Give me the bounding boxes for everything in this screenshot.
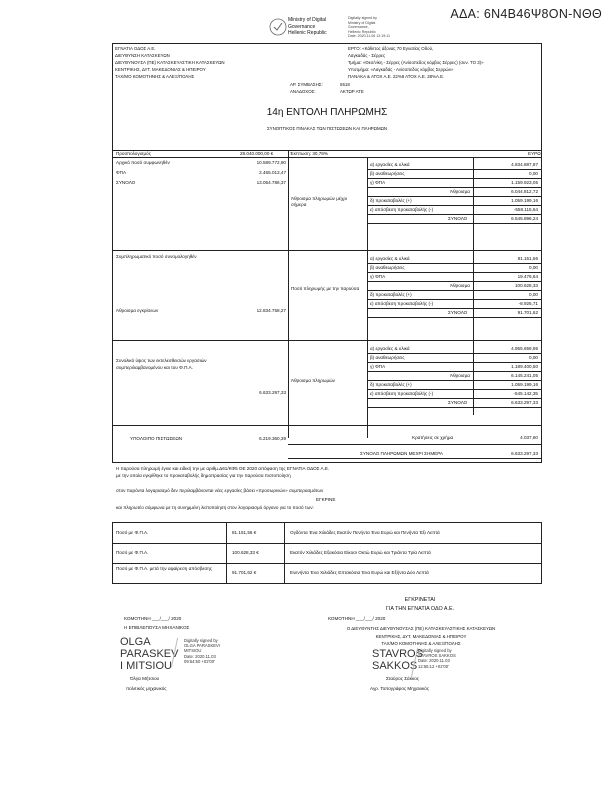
section-sum-value: 6.545.896,24 — [511, 215, 538, 221]
section-row-label: γ) ΦΠΑ — [370, 273, 386, 279]
contract-amount-label: Αρχικό ποσό συμφωνηθέν — [116, 160, 170, 165]
ministry-sig-line: Date: 2020.11.06 12:19:11 — [348, 34, 391, 39]
ministry-left-line: Ministry of Digital — [288, 17, 327, 23]
page-title: 14η ΕΝΤΟΛΗ ΠΛΗΡΩΜΗΣ — [266, 107, 388, 118]
ada-code: ΑΔΑ: 6Ν4Β46Ψ8ΟΝ-ΝΘΘ — [450, 7, 602, 21]
contract-amount-value: 13.054.786,37 — [256, 180, 286, 185]
approval-date: ΚΟΜΟΤΗΝΗ ___/___/ 2020 — [328, 616, 386, 621]
section-row-value: 4.955.659,95 — [511, 345, 538, 351]
section-row-label: ε) απόσβεση προκαταβολής (-) — [370, 390, 434, 396]
total-line — [288, 444, 542, 445]
sig-meta-line: Digitally signed by — [418, 648, 452, 653]
sig-meta-line: 09:54:50 +02'00' — [184, 658, 215, 664]
section-sum-label: Άθροισμα — [450, 282, 470, 288]
payment-value: 91.701,62 € — [232, 570, 257, 575]
page-subtitle: ΣΥΝΟΠΤΙΚΟΣ ΠΙΝΑΚΑΣ ΤΩΝ ΠΙΣΤΩΣΕΩΝ ΚΑΙ ΠΛΗΡΩΜΩΝ — [266, 126, 388, 131]
section-row-value: 1.059.199,16 — [511, 197, 538, 203]
section-divider — [112, 340, 542, 341]
remaining-value: 6.219.360,39 — [259, 436, 286, 441]
payment-col — [284, 522, 285, 584]
note-line: Η παρούσα πληρωμή έγινε και ειδική την με αριθμ.Δ61/ΚΦ5 ΟΕ 2020 απόφαση της ΕΓΝΑΤΙΑ ΟΔΟΣ Α.Ε. — [116, 466, 330, 471]
ministry-left-line: Hellenic Republic — [288, 30, 327, 36]
total-line — [288, 458, 542, 459]
section-sum-value: 91.701,62 — [517, 309, 538, 315]
sig-meta-line: Digitally signed by — [184, 638, 218, 643]
sig-meta-line: Date: 2020.11.03 — [418, 658, 450, 664]
section-row-label: β) αναθεωρήσεις — [370, 170, 405, 176]
section-sum-label: Άθροισμα — [450, 188, 470, 194]
ministry-signature-meta — [348, 16, 390, 39]
note-line: στον παρόντα λογαριασμό δεν περιλαμβάνονται νέες εργασίες βάσει «προσωρινών» συμπερασμάτων — [116, 488, 324, 493]
contract-label: ΑΡ. ΣΥΜΒΑΣΗΣ: — [290, 82, 323, 87]
section-row-label: α) εργασίες & υλικά — [370, 161, 410, 167]
note-approve: ΕΓΚΡΙΝΕ — [316, 497, 336, 502]
section-sum-label: ΣΥΝΟΛΟ — [448, 399, 468, 405]
contractor-label: ΑΝΑΔΟΧΟΣ: — [290, 89, 316, 94]
payment-value: 100.628,33 € — [232, 550, 259, 555]
ministry-seal-icon — [268, 16, 288, 38]
section-row-label: β) αναθεωρήσεις — [370, 264, 405, 270]
contractor-name: ΑΚΤΩΡ ΑΤΕ — [340, 89, 364, 94]
section-row-value: 0,00 — [529, 170, 538, 176]
section-row-value: 0,00 — [529, 354, 538, 360]
section-row-label: γ) ΦΠΑ — [370, 363, 386, 369]
section-row-label: δ) προκαταβολές (+) — [370, 291, 412, 297]
sig-meta-line: Date: 2020.11.03 — [184, 653, 216, 659]
left-signature-meta — [184, 638, 220, 664]
section-row-label: ε) απόσβεση προκαταβολής (-) — [370, 206, 434, 212]
section-divider — [112, 250, 542, 251]
project-line: Λαγκαδάς - Σέρρες — [348, 53, 386, 58]
org-name: ΕΓΝΑΤΙΑ ΟΔΟΣ Α.Ε. — [115, 46, 156, 51]
section-sum-label: ΣΥΝΟΛΟ — [448, 215, 468, 221]
signature-text: OLGA — [120, 636, 151, 648]
signature-text: STAVROS — [372, 648, 423, 660]
sig-meta-line: OLGA PARASKEVI — [184, 643, 220, 649]
project-line: Υποτμήμα: «Λαγκαδάς - Ανίσοπεδος κόμβος Σερρών» — [348, 67, 454, 72]
section-row-label: α) εργασίες & υλικά — [370, 345, 410, 351]
section-row-value: 0,00 — [529, 264, 538, 270]
sig-meta-line: MITSIOU — [184, 648, 202, 654]
contract-info — [290, 81, 323, 95]
section-row-label: δ) προκαταβολές (+) — [370, 381, 412, 387]
approval-lines — [306, 625, 536, 648]
section-row-value: -545.142,35 — [513, 390, 538, 396]
section-row-label: γ) ΦΠΑ — [370, 179, 386, 185]
section2-total-label: Άθροισμα εγκρίσεων — [116, 308, 159, 313]
row-line — [367, 407, 542, 408]
section-sum-label: Άθροισμα — [450, 372, 470, 378]
section2-total-value: 12.834.758,27 — [256, 308, 286, 313]
ministry-left-block — [288, 17, 327, 37]
discount-value: Έκπτωση: 30,79% — [290, 151, 328, 156]
section-row-value: 81.151,56 — [517, 255, 538, 261]
section2-left-label: Συμπληρωματικό ποσό συνομολογηθέν — [116, 254, 197, 259]
section1-label: Άθροισμα πληρωμών μέχρι σήμερα — [291, 196, 347, 207]
budget-label: Προϋπολογισμός — [116, 151, 151, 156]
right-signature-meta — [418, 648, 456, 669]
contract-amount-label: ΣΥΝΟΛΟ — [116, 180, 136, 185]
approval-heading: ΕΓΚΡΙΝΕΤΑΙ — [404, 597, 436, 603]
budget-value: 28.040.000,00 € — [240, 151, 274, 156]
project-line: Τμήμα: «Θεσ/νίκη - Σέρρες (Ανίσοπεδος κόμβος Σέρρες) (συν. ΤΟ 3)» — [348, 60, 484, 65]
note-line: και πληρωτέο σύμφωνα με τη συνημμένη λιστοποίηση στον λογαριασμό όργανο για το ποσό των: — [116, 505, 314, 510]
right-signer-title: Αγρ. Τοπογράφος Μηχανικός — [370, 686, 430, 691]
left-signer-name: Όλγα Μήτσιου — [130, 676, 160, 681]
section-row-value: -8.926,71 — [518, 300, 538, 306]
payment-divider — [112, 563, 542, 564]
left-date: ΚΟΜΟΤΗΝΗ ___/___/ 2020 — [124, 616, 182, 621]
section-row-value: 4.834.887,87 — [511, 161, 538, 167]
approval-heading: ΓΙΑ ΤΗΝ ΕΓΝΑΤΙΑ ΟΔΟ Α.Ε. — [385, 606, 455, 612]
project-header — [348, 45, 484, 80]
org-line: ΔΙΕΥΘΥΝΣΗ ΚΑΤΑΣΚΕΥΩΝ — [115, 53, 170, 58]
project-label: ΕΡΓΟ: — [348, 46, 361, 51]
section-sum-value: 6.145.241,05 — [511, 372, 538, 378]
row-line — [367, 317, 542, 318]
payment-label: Ποσό με Φ.Π.Α. — [116, 550, 149, 555]
grand-total-value: 6.633.297,33 — [511, 451, 538, 456]
payment-col — [226, 522, 227, 584]
left-signer-title: πολιτικός μηχανικός — [126, 686, 167, 691]
payment-value: 81.151,56 € — [232, 530, 257, 535]
approval-line: ΤΑΧ/ΜΟ ΚΟΜΟΤΗΝΗΣ & ΑΛΕΞ/ΠΟΛΗΣ — [381, 641, 461, 647]
section-sum-value: 100.628,33 — [515, 282, 538, 288]
approval-line: Ο ΔΙΕΥΘΥΝΤΗΣ ΔΙΕΥΘΥΝΟΥΣΑΣ (ΠΕ) ΚΑΤΑΣΚΕΥΑΣΤΙΚΗΣ ΚΑΤΑΣΚΕΥΩΝ — [346, 626, 496, 631]
section-row-label: α) εργασίες & υλικά — [370, 255, 410, 261]
signature-text: SAKKOS — [372, 660, 418, 672]
payment-label: Ποσό με Φ.Π.Α. — [116, 530, 149, 535]
note-line: με την οποία εγκρίθηκε το προκαταβολής δημοπρασίας για την παρούσα πιστοποίηση — [116, 473, 291, 478]
currency-label: ΕΥΡΩ — [528, 151, 541, 156]
section-row-label: ε) απόσβεση προκαταβολής (-) — [370, 300, 434, 306]
approval-block — [310, 596, 530, 614]
ministry-sig-line: Ministry of Digital — [348, 20, 376, 25]
section2-label: Ποσό πληρωμής με την παρούσα — [291, 286, 360, 291]
ministry-sig-line: Hellenic Republic — [348, 29, 376, 34]
org-header — [115, 45, 225, 80]
payment-words: Ενενήντα Ένα Χιλιάδες Επτακόσια Ένα Ευρώ και Εξήντα Δύο Λεπτά — [290, 570, 429, 575]
section3-left-label: Συνολικό ύψος των εκτελεσθεισών εργασιών συμπεριλαμβανομένου και του Φ.Π.Α. — [116, 358, 207, 370]
ministry-sig-line: Governance, — [348, 25, 369, 30]
signature-text: PARASKEV — [120, 648, 179, 660]
col-divider — [367, 157, 368, 438]
section-sum-value: 6.044.812,72 — [511, 188, 538, 194]
org-line: ΔΙΕΥΘΥΝΟΥΣΑ (ΠΕ) ΚΑΤΑΣΚΕΥΑΣΤΙΚΗ ΚΑΤΑΣΚΕΥΩΝ — [115, 60, 225, 65]
sig-meta-line: 12:55:12 +02'00' — [418, 663, 449, 669]
section-sum-value: 6.633.297,33 — [511, 399, 538, 405]
section-row-label: δ) προκαταβολές (+) — [370, 197, 412, 203]
section-divider — [112, 425, 542, 426]
section-row-value: 0,00 — [529, 291, 538, 297]
payment-words: Ογδόντα Ένα Χιλιάδες Εκατόν Πενήντα Ένα Ευρώ και Πενήντα Έξι Λεπτά — [290, 530, 440, 535]
ministry-left-line: Governance — [288, 23, 316, 30]
grand-total-label: ΣΥΝΟΛΟ ΠΛΗΡΩΜΩΝ ΜΕΧΡΙ ΣΗΜΕΡΑ — [360, 451, 443, 456]
contract-amount-label: ΦΠΑ — [116, 170, 127, 175]
org-line: ΚΕΝΤΡΙΚΗΣ, ΔΥΤ. ΜΑΚΕΔΟΝΙΑΣ & ΗΠΕΙΡΟΥ — [115, 67, 206, 72]
org-line: ΤΑΧ/ΜΟ ΚΟΜΟΤΗΝΗΣ & ΑΛΕΞ/ΠΟΛΗΣ — [115, 74, 195, 79]
contract-amount-value: 10.589.772,90 — [256, 160, 286, 165]
payment-label: Ποσό με Φ.Π.Α. μετά την αφαίρεση απόσβεσης — [116, 566, 213, 571]
left-role: Η ΕΠΙΒΛΕΠΟΥΣΑ ΜΗΧΑΝΙΚΟΣ — [124, 625, 190, 630]
retention-value: 4.037,60 — [520, 435, 538, 440]
col-divider — [288, 150, 289, 438]
contract-amount-value: 2.465.013,47 — [259, 170, 286, 175]
left-signature-name — [120, 636, 179, 672]
section3-label: Άθροισμα πληρωμών — [291, 378, 335, 383]
approval-line: ΚΕΝΤΡΙΚΗΣ, ΔΥΤ. ΜΑΚΕΔΟΝΙΑΣ & ΗΠΕΙΡΟΥ — [375, 633, 467, 639]
row-line — [367, 223, 542, 224]
payment-divider — [112, 543, 542, 544]
section-row-value: -558.115,64 — [513, 206, 538, 212]
project-line: «Κάθετος άξονας 70 Εγνατίας Οδού, — [362, 46, 434, 51]
section-row-value: 19.476,64 — [517, 273, 538, 279]
section-row-value: 1.159.923,05 — [511, 179, 538, 185]
section-row-value: 1.059.199,16 — [511, 381, 538, 387]
section-row-label: β) αναθεωρήσεις — [370, 354, 405, 360]
table-header-line — [112, 157, 542, 158]
payment-words: Εκατόν Χιλιάδες Εξακόσια Είκοσι Οκτώ Ευρώ και Τριάντα Τρία Λεπτά — [290, 550, 431, 555]
contract-values — [340, 81, 364, 95]
right-signer-name: Σταύρος Σάκκος — [386, 676, 419, 681]
section3-left-value: 6.633.297,33 — [259, 390, 286, 395]
signature-text: I MITSIOU — [120, 660, 172, 672]
ministry-sig-line: Digitally signed by — [348, 16, 377, 20]
contract-number: 5518 — [340, 82, 350, 87]
section-row-value: 1.189.400,50 — [511, 363, 538, 369]
sig-meta-line: STAVROS SAKKOS — [418, 653, 456, 659]
section-sum-label: ΣΥΝΟΛΟ — [448, 309, 468, 315]
project-line: ΠΑΝΑΚΑ & ΑΤΟΧ Α.Ε. 22%8 ΑΤΟΧ Α.Ε. 28%Α.Ε. — [348, 74, 445, 79]
remaining-label: ΥΠΟΛΟΙΠΟ ΠΙΣΤΩΣΕΩΝ — [130, 436, 183, 441]
retention-label: Κρατήσεις σε χρήμα — [412, 435, 454, 440]
